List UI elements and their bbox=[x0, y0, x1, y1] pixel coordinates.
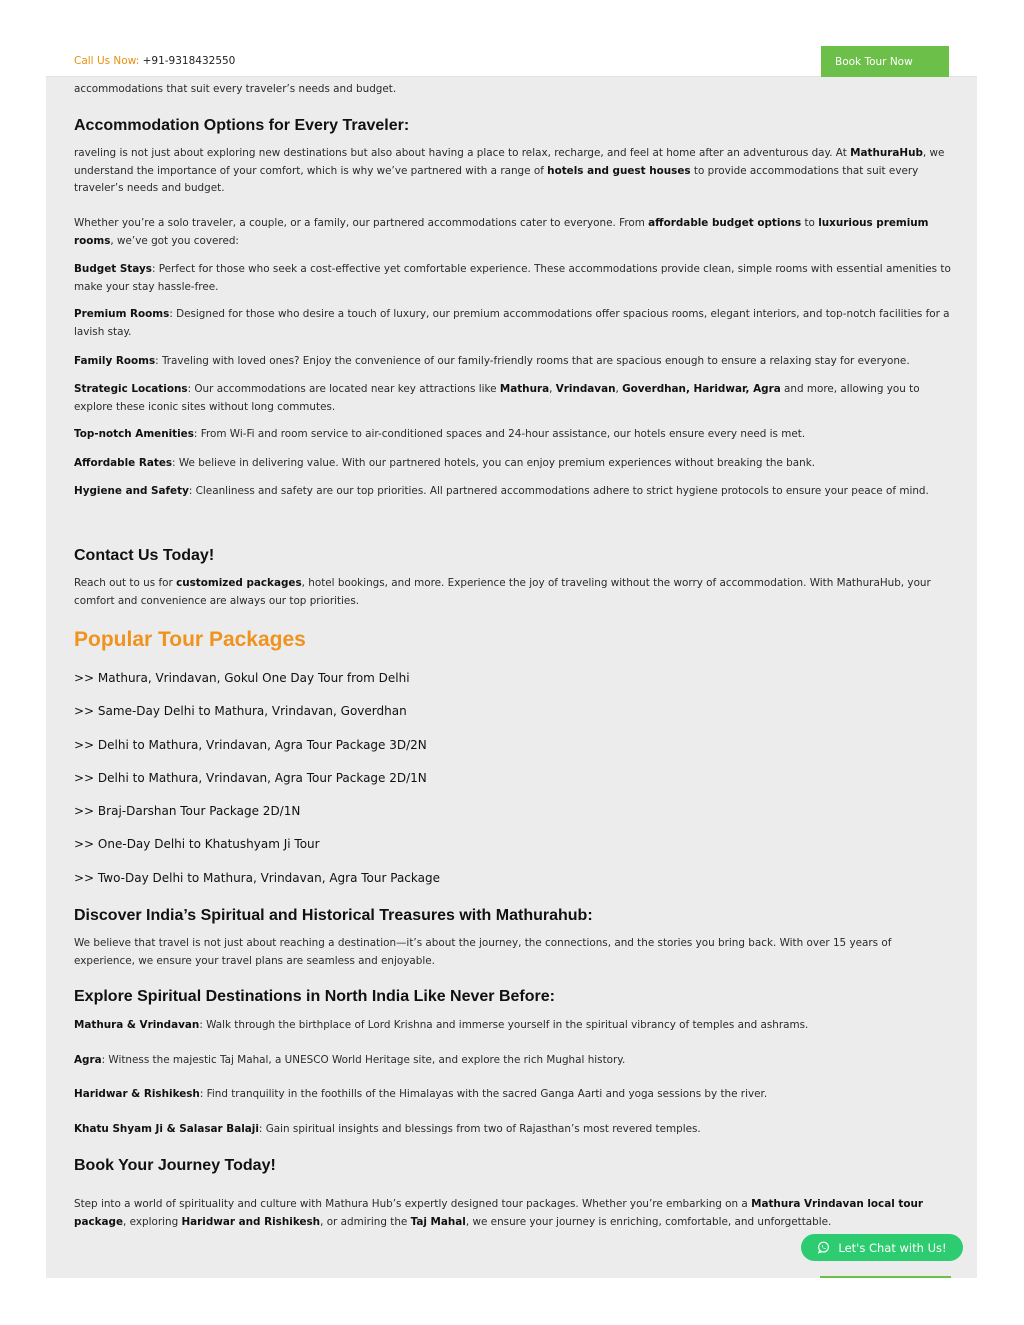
call-number[interactable]: +91-9318432550 bbox=[142, 55, 236, 67]
package-link[interactable]: >> Mathura, Vrindavan, Gokul One Day Tour from Delhi bbox=[74, 671, 410, 685]
book-tour-button[interactable]: Book Tour Now bbox=[821, 46, 949, 77]
accommodation-paragraph-2: Whether you’re a solo traveler, a couple, or a family, our partnered accommodations cater to everyone. From affordable budget options to luxurious premium rooms, we’ve got you covered: bbox=[74, 217, 929, 247]
contact-text: Reach out to us for customized packages, hotel bookings, and more. Experience the joy of traveling without the worry of accommodation. With MathuraHub, your comfort and convenience are always our top priorities. bbox=[74, 577, 931, 607]
footer-accent-line bbox=[820, 1276, 951, 1278]
call-label: Call Us Now: bbox=[74, 55, 140, 67]
package-link[interactable]: >> Braj-Darshan Tour Package 2D/1N bbox=[74, 804, 301, 818]
strategic-locations-item: Strategic Locations: Our accommodations are located near key attractions like Mathura, Vrindavan, Goverdhan, Haridwar, Agra and more, allowing you to explore these iconic sites without long commutes. bbox=[74, 383, 920, 413]
affordable-rates-item: Affordable Rates: We believe in delivering value. With our partnered hotels, you can enjoy premium experiences without breaking the bank. bbox=[74, 457, 816, 469]
hygiene-item: Hygiene and Safety: Cleanliness and safety are our top priorities. All partnered accommodations adhere to strict hygiene protocols to ensure your peace of mind. bbox=[74, 485, 929, 497]
premium-rooms-item: Premium Rooms: Designed for those who desire a touch of luxury, our premium accommodations offer spacious rooms, elegant interiors, and top-notch facilities for a lavish stay. bbox=[74, 308, 950, 338]
package-link[interactable]: >> Same-Day Delhi to Mathura, Vrindavan, Goverdhan bbox=[74, 704, 407, 718]
package-link[interactable]: >> Two-Day Delhi to Mathura, Vrindavan, Agra Tour Package bbox=[74, 871, 440, 885]
package-link[interactable]: >> Delhi to Mathura, Vrindavan, Agra Tour Package 2D/1N bbox=[74, 771, 427, 785]
intro-tail-text: accommodations that suit every traveler’s needs and budget. bbox=[74, 83, 397, 95]
destination-item: Mathura & Vrindavan: Walk through the birthplace of Lord Krishna and immerse yourself in the spiritual vibrancy of temples and ashrams. bbox=[74, 1019, 809, 1031]
accommodation-heading: Accommodation Options for Every Traveler: bbox=[74, 117, 410, 134]
whatsapp-icon bbox=[817, 1241, 830, 1254]
top-bar bbox=[46, 46, 977, 77]
destination-item: Khatu Shyam Ji & Salasar Balaji: Gain spiritual insights and blessings from two of Rajasthan’s most revered temples. bbox=[74, 1123, 701, 1135]
budget-stays-item: Budget Stays: Perfect for those who seek a cost-effective yet comfortable experience. These accommodations provide clean, simple rooms with essential amenities to make your stay hassle-free. bbox=[74, 263, 951, 293]
discover-heading: Discover India’s Spiritual and Historical Treasures with Mathurahub: bbox=[74, 907, 593, 924]
discover-text: We believe that travel is not just about reaching a destination—it’s about the journey, the connections, and the stories you bring back. With over 15 years of experience, we ensure your travel plans are seamless and enjoyable. bbox=[74, 937, 892, 967]
accommodation-paragraph-1: raveling is not just about exploring new destinations but also about having a place to relax, recharge, and feel at home after an adventurous day. At MathuraHub, we understand the importance of your comfort, which is why we’ve partnered with a range of hotels and guest houses to provide accommodations that suit every traveler’s needs and budget. bbox=[74, 147, 945, 194]
chat-button[interactable] bbox=[801, 1234, 963, 1261]
call-us[interactable] bbox=[74, 55, 235, 67]
package-link[interactable]: >> Delhi to Mathura, Vrindavan, Agra Tour Package 3D/2N bbox=[74, 738, 427, 752]
amenities-item: Top-notch Amenities: From Wi-Fi and room service to air-conditioned spaces and 24-hour assistance, our hotels ensure every need is met. bbox=[74, 428, 806, 440]
family-rooms-item: Family Rooms: Traveling with loved ones? Enjoy the convenience of our family-friendly rooms that are spacious enough to ensure a relaxing stay for everyone. bbox=[74, 355, 910, 367]
package-link[interactable]: >> One-Day Delhi to Khatushyam Ji Tour bbox=[74, 837, 320, 851]
book-journey-heading: Book Your Journey Today! bbox=[74, 1157, 276, 1174]
book-journey-text: Step into a world of spirituality and culture with Mathura Hub’s expertly designed tour packages. Whether you’re embarking on a Mathura Vrindavan local tour package, exploring Haridwar and Rishikesh, or admiring the Taj Mahal, we ensure your journey is enriching, comfortable, and unforgettable. bbox=[74, 1198, 924, 1228]
explore-heading: Explore Spiritual Destinations in North India Like Never Before: bbox=[74, 988, 555, 1005]
popular-packages-heading: Popular Tour Packages bbox=[74, 628, 306, 651]
contact-heading: Contact Us Today! bbox=[74, 547, 215, 564]
destination-item: Haridwar & Rishikesh: Find tranquility in the foothills of the Himalayas with the sacred Ganga Aarti and yoga sessions by the river. bbox=[74, 1088, 768, 1100]
destination-item: Agra: Witness the majestic Taj Mahal, a UNESCO World Heritage site, and explore the rich Mughal history. bbox=[74, 1054, 626, 1066]
chat-label: Let's Chat with Us! bbox=[838, 1240, 947, 1255]
